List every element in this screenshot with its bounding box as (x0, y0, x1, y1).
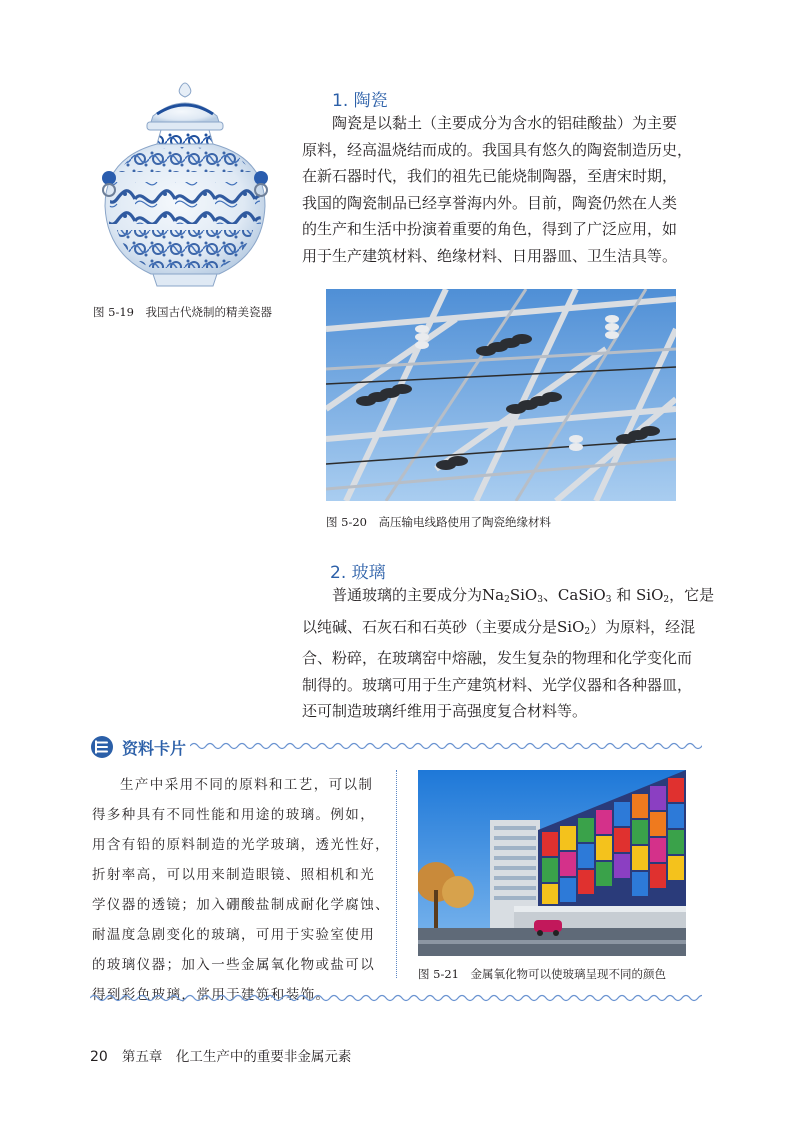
glass-line-2-text: 以纯碱、石灰石和石英砂（主要成分是SiO (302, 617, 585, 636)
ceramics-line-2: 原料，经高温烧结而成的。我国具有悠久的陶瓷制造历史， (302, 140, 693, 159)
glass-line-5: 还可制造玻璃纤维用于高强度复合材料等。 (302, 702, 588, 720)
ceramics-paragraph (302, 110, 722, 269)
glass-line-4: 制得的。玻璃可用于生产建筑材料、光学仪器和各种器皿， (302, 675, 693, 694)
subscript: 3 (537, 595, 543, 605)
glass-line-1-text: ，它是 (669, 586, 715, 604)
section-heading-ceramics: 1. 陶瓷 (332, 91, 388, 111)
wavy-divider-top (190, 738, 702, 752)
page-footer (90, 1045, 351, 1065)
glass-line-3: 合、粉碎，在玻璃窑中熔融，发生复杂的物理和化学变化而 (302, 649, 693, 667)
info-card-line-2: 得多种具有不同性能和用途的玻璃。例如， (92, 807, 376, 823)
figure-caption-5-19: 图 5-19 我国古代烧制的精美瓷器 (93, 305, 272, 319)
glass-paragraph (302, 582, 722, 725)
subscript: 2 (663, 595, 670, 605)
info-card-title: 资料卡片 (122, 739, 187, 758)
chapter-title: 第五章 化工生产中的重要非金属元素 (121, 1049, 352, 1065)
subscript: 2 (504, 595, 510, 605)
info-card-divider (396, 770, 397, 978)
colored-glass-building-image (418, 770, 686, 956)
subscript: 2 (584, 626, 591, 637)
ceramics-line-6: 用于生产建筑材料、绝缘材料、日用器皿、卫生洁具等。 (302, 246, 678, 265)
ceramics-line-5: 的生产和生活中扮演着重要的角色，得到了广泛应用，如 (302, 220, 678, 238)
subscript: 3 (605, 595, 612, 605)
info-card-line-1: 生产中采用不同的原料和工艺，可以制 (120, 777, 374, 793)
page-number: 20 (90, 1049, 108, 1065)
glass-line-2-text: ）为原料，经混 (590, 617, 696, 636)
power-line-insulators-image (326, 289, 676, 501)
glass-line-1-text: 、CaSiO (542, 586, 606, 604)
glass-line-1 (302, 582, 722, 614)
ceramics-line-4: 我国的陶瓷制品已经享誉海内外。目前，陶瓷仍然在人类 (302, 193, 678, 212)
info-card-line-3: 用含有铅的原料制造的光学玻璃，透光性好， (92, 837, 390, 853)
figure-caption-5-21: 图 5-21 金属氧化物可以使玻璃呈现不同的颜色 (418, 967, 666, 981)
figure-caption-5-20: 图 5-20 高压输电线路使用了陶瓷绝缘材料 (326, 515, 551, 529)
info-card-line-5: 学仪器的透镜；加入硼酸盐制成耐化学腐蚀、 (92, 897, 390, 913)
glass-line-1-text: 和 SiO (611, 586, 664, 604)
glass-line-1-text: 普通玻璃的主要成分为Na (332, 586, 505, 604)
info-card-line-4: 折射率高，可以用来制造眼镜、照相机和光 (92, 867, 376, 883)
info-card-line-8: 得到彩色玻璃，常用于建筑和装饰。 (92, 987, 331, 1003)
porcelain-vase-image (95, 78, 275, 296)
ceramics-line-1: 陶瓷是以黏土（主要成分为含水的铝硅酸盐）为主要 (332, 114, 678, 132)
info-card-line-7: 的玻璃仪器；加入一些金属氧化物或盐可以 (92, 957, 376, 973)
book-icon (90, 735, 114, 759)
info-card-text (92, 770, 390, 1010)
ceramics-line-3: 在新石器时代，我们的祖先已能烧制陶器，至唐宋时期， (302, 167, 678, 185)
glass-line-2 (302, 614, 722, 646)
info-card-line-6: 耐温度急剧变化的玻璃，可用于实验室使用 (92, 927, 376, 943)
glass-line-1-text: SiO (509, 586, 538, 604)
wavy-divider-bottom (90, 990, 702, 1004)
section-heading-glass: 2. 玻璃 (330, 563, 386, 583)
